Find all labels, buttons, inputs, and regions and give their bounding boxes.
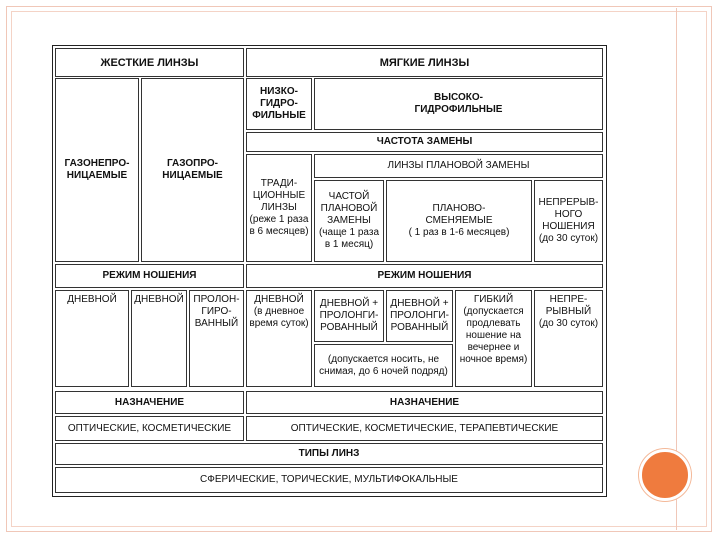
soft-continuous-wear: НЕПРЕРЫВ- НОГО НОШЕНИЯ (до 30 суток) bbox=[534, 180, 603, 262]
decorative-circle bbox=[639, 449, 691, 501]
soft-wear-prolonged-note: (допускается носить, не снимая, до 6 ночей подряд) bbox=[314, 344, 453, 387]
soft-planned-header: ЛИНЗЫ ПЛАНОВОЙ ЗАМЕНЫ bbox=[314, 154, 603, 178]
hard-purpose-value: ОПТИЧЕСКИЕ, КОСМЕТИЧЕСКИЕ bbox=[55, 416, 244, 441]
soft-traditional: ТРАДИ- ЦИОННЫЕ ЛИНЗЫ (реже 1 раза в 6 месяцев) bbox=[246, 154, 312, 262]
lens-types-header: ТИПЫ ЛИНЗ bbox=[55, 443, 603, 465]
hard-gas-permeable: ГАЗОПРО- НИЦАЕМЫЕ bbox=[141, 78, 244, 262]
hard-wear-prolonged: ПРОЛОН- ГИРО- ВАННЫЙ bbox=[189, 290, 244, 387]
soft-low-hydrophilic: НИЗКО- ГИДРО- ФИЛЬНЫЕ bbox=[246, 78, 312, 130]
soft-wear-day: ДНЕВНОЙ (в дневное время суток) bbox=[246, 290, 312, 387]
soft-wear-day-prolonged-2: ДНЕВНОЙ + ПРОЛОНГИ- РОВАННЫЙ bbox=[386, 290, 453, 342]
soft-wear-flexible: ГИБКИЙ (допускается продлевать ношение на вечернее и ночное время) bbox=[455, 290, 532, 387]
soft-high-hydrophilic: ВЫСОКО- ГИДРОФИЛЬНЫЕ bbox=[314, 78, 603, 130]
soft-purpose-header: НАЗНАЧЕНИЕ bbox=[246, 391, 603, 414]
soft-planned-replacement: ПЛАНОВО- СМЕНЯЕМЫЕ ( 1 раз в 1-6 месяцев) bbox=[386, 180, 532, 262]
hard-purpose-header: НАЗНАЧЕНИЕ bbox=[55, 391, 244, 414]
hard-gas-impermeable: ГАЗОНЕПРО- НИЦАЕМЫЕ bbox=[55, 78, 139, 262]
soft-purpose-value: ОПТИЧЕСКИЕ, КОСМЕТИЧЕСКИЕ, ТЕРАПЕВТИЧЕСКИЕ bbox=[246, 416, 603, 441]
soft-wear-continuous: НЕПРЕ- РЫВНЫЙ (до 30 суток) bbox=[534, 290, 603, 387]
soft-frequent-replacement: ЧАСТОЙ ПЛАНОВОЙ ЗАМЕНЫ (чаще 1 раза в 1 месяц) bbox=[314, 180, 384, 262]
soft-replacement-header: ЧАСТОТА ЗАМЕНЫ bbox=[246, 132, 603, 152]
soft-wear-mode-header: РЕЖИМ НОШЕНИЯ bbox=[246, 264, 603, 288]
lens-classification-table bbox=[52, 45, 607, 497]
hard-wear-mode-header: РЕЖИМ НОШЕНИЯ bbox=[55, 264, 244, 288]
soft-wear-day-prolonged-1: ДНЕВНОЙ + ПРОЛОНГИ- РОВАННЫЙ bbox=[314, 290, 384, 342]
lens-types-value: СФЕРИЧЕСКИЕ, ТОРИЧЕСКИЕ, МУЛЬТИФОКАЛЬНЫЕ bbox=[55, 467, 603, 493]
hard-lenses-title: ЖЕСТКИЕ ЛИНЗЫ bbox=[55, 48, 244, 77]
hard-wear-day-2: ДНЕВНОЙ bbox=[131, 290, 187, 387]
hard-wear-day-1: ДНЕВНОЙ bbox=[55, 290, 129, 387]
soft-lenses-title: МЯГКИЕ ЛИНЗЫ bbox=[246, 48, 603, 77]
